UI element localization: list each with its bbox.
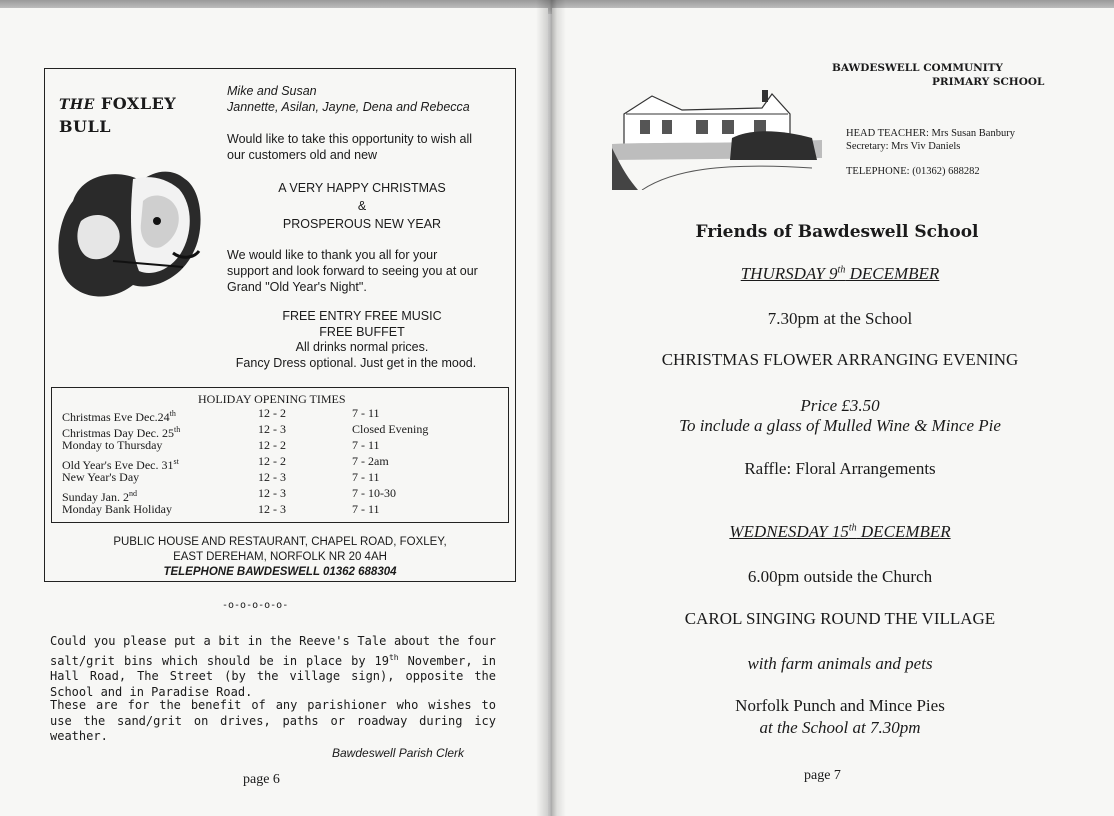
page-number-left: page 6 — [243, 772, 280, 787]
school-telephone: TELEPHONE: (01362) 688282 — [846, 166, 980, 177]
event2-refreshments: Norfolk Punch and Mince Pies — [735, 696, 945, 715]
season-greeting: A VERY HAPPY CHRISTMAS & PROSPEROUS NEW YEAR — [278, 181, 446, 231]
holiday-opening-times: HOLIDAY OPENING TIMES Christmas Eve Dec.24th 12 - 2 7 - 11 Christmas Day Dec. 25th 12 - 3 Closed Evening Monday to Thursday 12 - 2 7 - 11 Old Year's Eve Dec. 31st 12 - 2 7 - 2am New Year's Day 12 - 3 7 - 11 Sunday Jan. 2nd 12 - 3 7 - 10-30 Monday Bank Holiday 12 - 3 7 - 11 — [51, 387, 509, 523]
thanks-text: We would like to thank you all for your support and look forward to seeing you at our Grand "Old Year's Night". — [227, 248, 478, 294]
friends-heading: Friends of Bawdeswell School — [695, 222, 979, 242]
school-secretary: Secretary: Mrs Viv Daniels — [846, 141, 961, 152]
school-name-line1: BAWDESWELL COMMUNITY — [832, 62, 1003, 74]
event2-place: at the School at 7.30pm — [759, 718, 921, 737]
grit-bins-notice: Could you please put a bit in the Reeve's Tale about the four salt/grit bins which should be in place by 19th November, in Hall Road, The Street (by the village sign), opposite the School and in Paradise Road. — [50, 634, 497, 699]
pub-address: PUBLIC HOUSE AND RESTAURANT, CHAPEL ROAD, FOXLEY, EAST DEREHAM, NORFOLK NR 20 4AH TELEPHONE BAWDESWELL 01362 688304 — [113, 536, 447, 578]
event2-animals: with farm animals and pets — [747, 654, 933, 673]
event1-title: CHRISTMAS FLOWER ARRANGING EVENING — [661, 350, 1019, 369]
free-offers: FREE ENTRY FREE MUSIC FREE BUFFET All drinks normal prices. — [282, 309, 442, 354]
event1-includes: To include a glass of Mulled Wine & Mince Pie — [679, 416, 1001, 435]
school-name-line2: PRIMARY SCHOOL — [932, 76, 1045, 88]
foxley-bull-advert — [44, 68, 516, 582]
event2-title: CAROL SINGING ROUND THE VILLAGE — [684, 609, 996, 628]
event2-date: WEDNESDAY 15th DECEMBER — [729, 522, 951, 541]
school-building-sketch — [612, 88, 822, 190]
separator: -o-o-o-o-o- — [222, 600, 289, 611]
fancy-dress-note: Fancy Dress optional. Just get in the mood. — [235, 356, 477, 370]
wish-text: Would like to take this opportunity to wish all our customers old and new — [227, 132, 473, 162]
head-teacher: HEAD TEACHER: Mrs Susan Banbury — [846, 128, 1015, 139]
event1-raffle: Raffle: Floral Arrangements — [744, 459, 936, 478]
pub-logo: THE FOXLEY BULL — [59, 94, 177, 136]
event1-time: 7.30pm at the School — [767, 309, 913, 328]
grit-bins-usage: These are for the benefit of any parishioner who wishes to use the sand/grit on drives, paths or roadway during icy weather. — [50, 698, 496, 743]
book-spine-shadow — [536, 0, 566, 816]
hosts-names: Mike and Susan Jannette, Asilan, Jayne, Dena and Rebecca — [227, 84, 470, 114]
bull-head-illustration — [53, 161, 203, 307]
event2-time: 6.00pm outside the Church — [747, 567, 933, 586]
page-number-right: page 7 — [804, 768, 841, 783]
page-6 — [0, 8, 548, 816]
hours-title: HOLIDAY OPENING TIMES — [198, 392, 346, 406]
event1-price: Price £3.50 — [800, 396, 880, 415]
event1-date: THURSDAY 9th DECEMBER — [740, 264, 940, 283]
signature: Bawdeswell Parish Clerk — [332, 746, 465, 760]
